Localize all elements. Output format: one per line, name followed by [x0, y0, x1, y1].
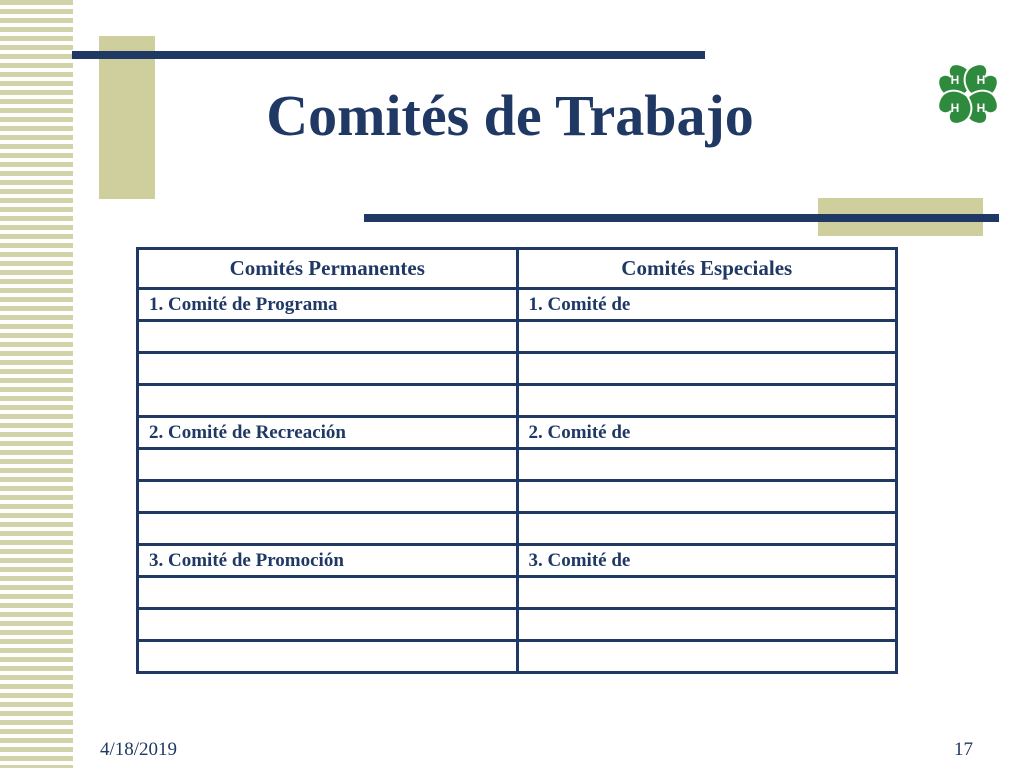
table-cell: 3. Comité de Promoción: [138, 545, 518, 577]
clover-letter: H: [976, 101, 986, 115]
table-cell: [138, 321, 518, 353]
clover-letter: H: [950, 73, 960, 87]
table-row: [138, 353, 897, 385]
table-cell: [517, 353, 897, 385]
navy-bottom-rule: [364, 214, 999, 222]
table-cell: [138, 577, 518, 609]
table-cell: [517, 609, 897, 641]
clover-letter: H: [950, 101, 960, 115]
table-cell: [138, 641, 518, 673]
table-cell: 2. Comité de: [517, 417, 897, 449]
slide-number: 17: [954, 739, 973, 760]
slide-title: Comités de Trabajo: [266, 83, 754, 148]
header-special-committees: Comités Especiales: [517, 249, 897, 289]
table-cell: [517, 481, 897, 513]
table-cell: [138, 609, 518, 641]
table-row: [138, 321, 897, 353]
table-row: [138, 577, 897, 609]
table-cell: 1. Comité de: [517, 289, 897, 321]
left-striped-margin: [0, 0, 73, 768]
table-row: [138, 481, 897, 513]
table-row: [138, 609, 897, 641]
footer-date: 4/18/2019: [100, 739, 178, 760]
table-row: [138, 513, 897, 545]
table-cell: [517, 577, 897, 609]
table-cell: [138, 353, 518, 385]
table-row: [138, 449, 897, 481]
table-cell: [517, 449, 897, 481]
table-cell: [517, 321, 897, 353]
committees-table: [136, 247, 898, 674]
table-cell: 1. Comité de Programa: [138, 289, 518, 321]
table-cell: [517, 641, 897, 673]
four-h-clover-icon: [928, 54, 1008, 134]
table-row: [138, 289, 897, 321]
clover-letter: H: [976, 73, 986, 87]
table-cell: 3. Comité de: [517, 545, 897, 577]
table-row: [138, 545, 897, 577]
table-cell: [138, 449, 518, 481]
table-cell: 2. Comité de Recreación: [138, 417, 518, 449]
tan-vertical-bar: [99, 36, 155, 199]
table-cell: [517, 385, 897, 417]
table-cell: [517, 513, 897, 545]
table-row: [138, 385, 897, 417]
table-header-row: [138, 249, 897, 289]
table-row: [138, 417, 897, 449]
table-row: [138, 641, 897, 673]
table-cell: [138, 513, 518, 545]
table-cell: [138, 385, 518, 417]
navy-top-rule: [72, 51, 705, 59]
table-cell: [138, 481, 518, 513]
header-permanent-committees: Comités Permanentes: [138, 249, 518, 289]
